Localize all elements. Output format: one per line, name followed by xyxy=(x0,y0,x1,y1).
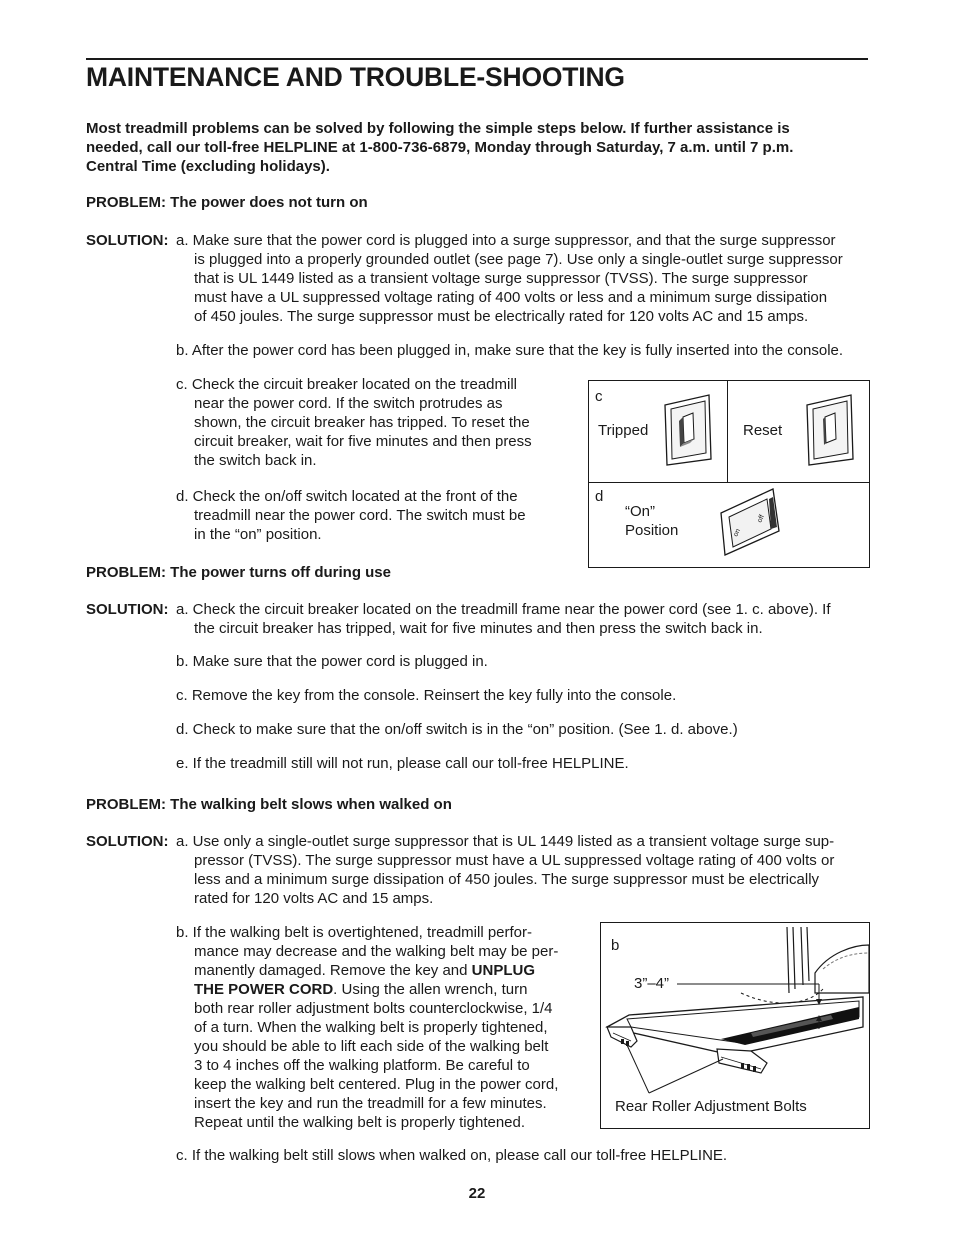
problem-heading: PROBLEM: The power does not turn on xyxy=(86,194,368,211)
step-text: manently damaged. Remove the key and xyxy=(194,962,472,979)
power-cord-emphasis: THE POWER CORD xyxy=(194,981,334,998)
step-line xyxy=(194,980,527,999)
step-line: of a turn. When the walking belt is properly tightened, xyxy=(194,1019,548,1036)
step-line: in the “on” position. xyxy=(194,526,322,543)
treadmill-belt-icon xyxy=(601,923,869,1128)
solution-label: SOLUTION: xyxy=(86,833,169,850)
switch-off-mark: off xyxy=(756,513,766,524)
page-title: MAINTENANCE AND TROUBLE-SHOOTING xyxy=(86,62,625,92)
step-line: treadmill near the power cord. The switch must be xyxy=(194,507,526,524)
step-line: mance may decrease and the walking belt may be per- xyxy=(194,943,559,960)
intro-line: Most treadmill problems can be solved by following the simple steps below. If further assistance is xyxy=(86,120,790,137)
step-line: that is UL 1449 listed as a transient voltage surge suppressor (TVSS). The surge suppressor xyxy=(194,270,808,287)
step-line: e. If the treadmill still will not run, please call our toll-free HELPLINE. xyxy=(176,755,629,772)
step-line: you should be able to lift each side of the walking belt xyxy=(194,1038,549,1055)
top-rule xyxy=(86,58,868,60)
step-line: Repeat until the walking belt is properly tightened. xyxy=(194,1114,526,1131)
step-line: is plugged into a properly grounded outlet (see page 7). Use only a single-outlet surge suppressor xyxy=(194,251,843,268)
step-line: c. If the walking belt still slows when walked on, please call our toll-free HELPLINE. xyxy=(176,1147,728,1164)
step-line: d. Check to make sure that the on/off switch is in the “on” position. (See 1. d. above.) xyxy=(176,721,738,738)
step-line: c. Check the circuit breaker located on the treadmill xyxy=(176,376,517,393)
figure-letter: b xyxy=(611,937,620,954)
step-line xyxy=(194,961,535,980)
tripped-label: Tripped xyxy=(598,422,649,439)
figure-letter: c xyxy=(595,388,603,405)
measure-label: 3”–4” xyxy=(634,975,670,992)
on-off-switch-icon xyxy=(717,485,783,557)
step-line: b. After the power cord has been plugged in, make sure that the key is fully inserted into the console. xyxy=(176,342,844,359)
problem-heading: PROBLEM: The power turns off during use xyxy=(86,564,391,581)
step-line: of 450 joules. The surge suppressor must be electrically rated for 120 volts AC and 15 amps. xyxy=(194,308,809,325)
step-line: b. If the walking belt is overtightened, treadmill perfor- xyxy=(176,924,533,941)
figure-letter: d xyxy=(595,488,604,505)
step-line: circuit breaker, wait for five minutes and then press xyxy=(194,433,532,450)
step-line: d. Check the on/off switch located at the front of the xyxy=(176,488,518,505)
step-line: the circuit breaker has tripped, wait for five minutes and then press the switch back in. xyxy=(194,620,763,637)
belt-figure xyxy=(600,922,870,1129)
figure-divider xyxy=(589,482,869,483)
step-line: both rear roller adjustment bolts counterclockwise, 1/4 xyxy=(194,1000,553,1017)
solution-label: SOLUTION: xyxy=(86,232,169,249)
step-line: the switch back in. xyxy=(194,452,317,469)
on-label: “On” xyxy=(625,503,655,520)
step-line: rated for 120 volts AC and 15 amps. xyxy=(194,890,434,907)
step-line: a. Check the circuit breaker located on the treadmill frame near the power cord (see 1. c. above). If xyxy=(176,601,831,618)
problem-heading: PROBLEM: The walking belt slows when walked on xyxy=(86,796,452,813)
reset-label: Reset xyxy=(743,422,783,439)
page-number: 22 xyxy=(468,1185,486,1202)
belt-caption: Rear Roller Adjustment Bolts xyxy=(615,1098,807,1115)
step-line: a. Use only a single-outlet surge suppressor that is UL 1449 listed as a transient voltage surge sup- xyxy=(176,833,835,850)
step-line: must have a UL suppressed voltage rating of 400 volts or less and a minimum surge dissipation xyxy=(194,289,828,306)
breaker-figure xyxy=(588,380,870,568)
breaker-reset-icon xyxy=(803,391,857,467)
step-line: near the power cord. If the switch protrudes as xyxy=(194,395,503,412)
figure-divider xyxy=(727,381,728,482)
step-line: keep the walking belt centered. Plug in the power cord, xyxy=(194,1076,559,1093)
step-line: a. Make sure that the power cord is plugged into a surge suppressor, and that the surge suppressor xyxy=(176,232,836,249)
step-line: b. Make sure that the power cord is plugged in. xyxy=(176,653,488,670)
step-line: less and a minimum surge dissipation of 450 joules. The surge suppressor must be electrically xyxy=(194,871,820,888)
step-text: . Using the allen wrench, turn xyxy=(333,981,528,998)
step-line: 3 to 4 inches off the walking platform. Be careful to xyxy=(194,1057,530,1074)
intro-line: needed, call our toll-free HELPLINE at 1-800-736-6879, Monday through Saturday, 7 a.m. until 7 p.m. xyxy=(86,139,794,156)
solution-label: SOLUTION: xyxy=(86,601,169,618)
position-label: Position xyxy=(625,522,679,539)
breaker-tripped-icon xyxy=(661,391,715,467)
switch-on-mark: on xyxy=(732,527,742,538)
step-line: c. Remove the key from the console. Reinsert the key fully into the console. xyxy=(176,687,677,704)
step-line: shown, the circuit breaker has tripped. To reset the xyxy=(194,414,530,431)
step-line: pressor (TVSS). The surge suppressor must have a UL suppressed voltage rating of 400 volts or xyxy=(194,852,835,869)
step-line: insert the key and run the treadmill for a few minutes. xyxy=(194,1095,547,1112)
unplug-emphasis: UNPLUG xyxy=(471,962,536,979)
intro-line: Central Time (excluding holidays). xyxy=(86,158,330,175)
